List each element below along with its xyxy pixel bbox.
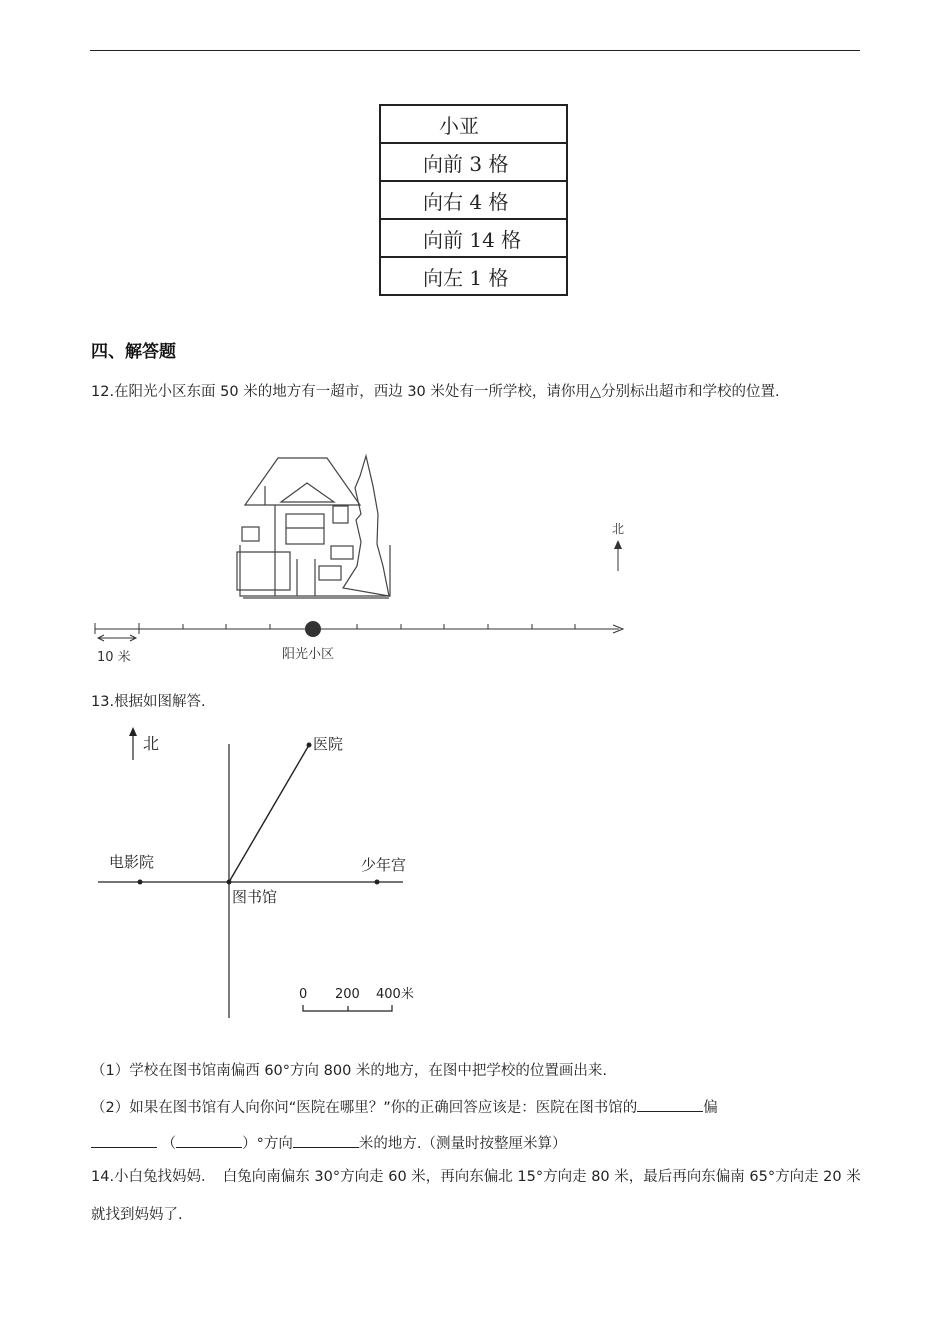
part-2-text: （ [161, 1136, 177, 1152]
hospital-point [307, 743, 312, 748]
scale-tick-400: 400米 [376, 987, 414, 1002]
map-scale [299, 986, 414, 1011]
table-row: 向左 1 格 [380, 257, 567, 295]
answer-blank-direction-2[interactable] [91, 1133, 157, 1148]
library-label: 图书馆 [232, 888, 278, 906]
question-13-part-2-line-1 [91, 1096, 718, 1117]
scale-tick-200: 200 [335, 987, 360, 1002]
library-point [227, 880, 232, 885]
header-rule [90, 50, 860, 51]
question-13-part-1: （1）学校在图书馆南偏西 60°方向 800 米的地方，在图中把学校的位置画出来. [91, 1063, 608, 1079]
north-label: 北 [612, 522, 625, 536]
sunshine-community-marker [305, 621, 321, 637]
table-header: 小亚 [380, 105, 567, 143]
table-row: 向前 3 格 [380, 143, 567, 181]
question-13-text: 13.根据如图解答. [91, 694, 206, 710]
cinema-point [138, 880, 143, 885]
question-12-text: 12.在阳光小区东面 50 米的地方有一超市，西边 30 米处有一所学校，请你用△分别标出超市和学校的位置. [91, 384, 780, 400]
number-line [95, 623, 623, 641]
youth-palace-label: 少年宫 [361, 856, 407, 874]
answer-blank-distance[interactable] [293, 1133, 359, 1148]
part-2-text: 米的地方.（测量时按整厘米算） [358, 1136, 567, 1152]
library-hospital-line [229, 745, 309, 882]
q12-figure [85, 448, 645, 673]
north-arrow [129, 727, 159, 760]
hospital-label: 医院 [313, 735, 344, 753]
north-arrow [612, 522, 624, 571]
north-label: 北 [143, 734, 160, 753]
cinema-label: 电影院 [109, 853, 155, 871]
scale-tick-0: 0 [299, 987, 308, 1002]
part-2-prompt: （2）如果在图书馆有人向你问“医院在哪里？”你的正确回答应该是：医院在图书馆的 [91, 1100, 638, 1116]
question-13-part-2-line-2 [91, 1132, 566, 1153]
answer-blank-angle[interactable] [176, 1133, 242, 1148]
q13-figure [90, 722, 430, 1022]
part-2-text: 偏 [703, 1100, 718, 1116]
question-14-text: 14.小白兔找妈妈． 白兔向南偏东 30°方向走 60 米，再向东偏北 15°方向走 80 米，最后再向东偏南 65°方向走 20 米就找到妈妈了. [91, 1169, 861, 1223]
section-title: 四、解答题 [91, 342, 176, 362]
youth-palace-point [375, 880, 380, 885]
scale-label: 10 米 [97, 650, 131, 665]
community-label: 阳光小区 [282, 647, 335, 662]
table-row: 向右 4 格 [380, 181, 567, 219]
answer-blank-direction-1[interactable] [637, 1097, 703, 1112]
part-2-text: ）°方向 [242, 1136, 293, 1152]
table-row: 向前 14 格 [380, 219, 567, 257]
movement-table [379, 104, 568, 296]
house-illustration [237, 456, 390, 598]
